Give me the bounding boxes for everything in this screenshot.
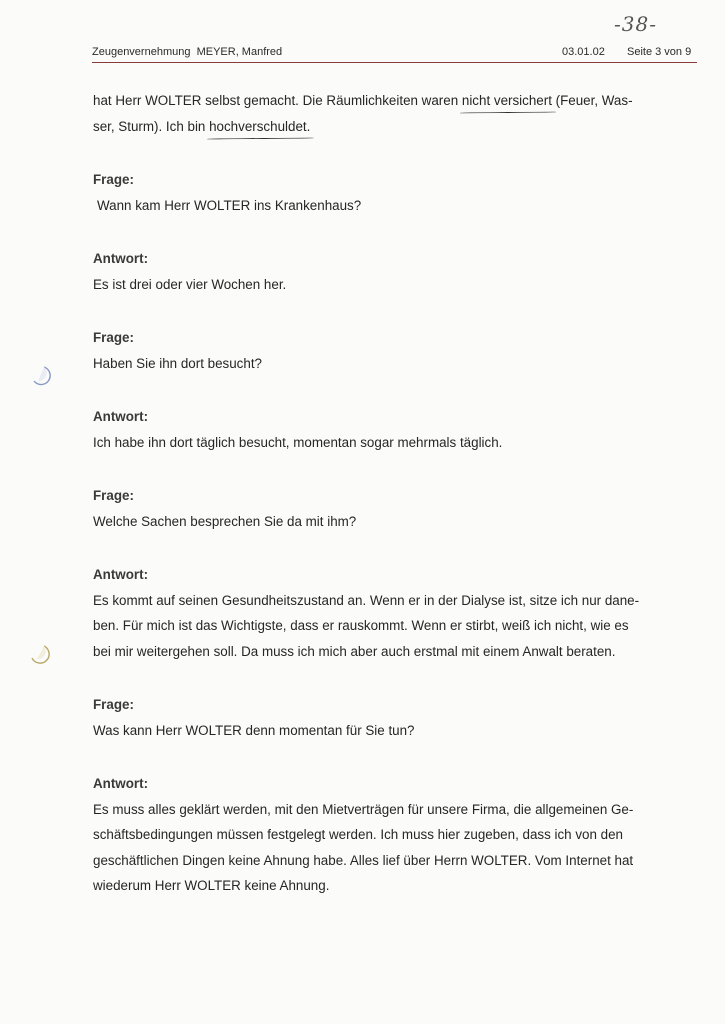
answer-text: bei mir weitergehen soll. Da muss ich mich aber auch erstmal mit einem Anwalt beraten. bbox=[93, 643, 616, 659]
question-text: Wann kam Herr WOLTER ins Krankenhaus? bbox=[97, 197, 362, 213]
question-text: Welche Sachen besprechen Sie da mit ihm? bbox=[93, 513, 357, 529]
question-label: Frage: bbox=[93, 330, 134, 345]
punch-hole-icon bbox=[28, 642, 50, 664]
header-date: 03.01.02 bbox=[562, 46, 605, 58]
underlined-phrase: hochverschuldet. bbox=[209, 118, 311, 134]
question-text: Was kann Herr WOLTER denn momentan für Sie tun? bbox=[93, 722, 415, 738]
intro-text: ser, Sturm). Ich bin bbox=[93, 118, 210, 134]
document-body bbox=[93, 88, 693, 899]
header-title: Zeugenvernehmung MEYER, Manfred bbox=[92, 46, 283, 58]
intro-text: (Feuer, Was- bbox=[551, 93, 633, 108]
answer-text: Ich habe ihn dort täglich besucht, momentan sogar mehrmals täglich. bbox=[93, 434, 503, 450]
question-label: Frage: bbox=[93, 697, 134, 712]
question-label: Frage: bbox=[93, 488, 134, 503]
underlined-phrase: nicht versichert bbox=[461, 93, 552, 108]
handwritten-page-number: -38- bbox=[614, 12, 657, 36]
answer-label: Antwort: bbox=[93, 409, 149, 424]
answer-text: geschäftlichen Dingen keine Ahnung habe. Alles lief über Herrn WOLTER. Vom Internet hat bbox=[93, 852, 634, 868]
answer-text: wiederum Herr WOLTER keine Ahnung. bbox=[93, 878, 330, 893]
qa-block bbox=[93, 483, 693, 534]
header-divider bbox=[92, 62, 697, 63]
answer-text: Es muss alles geklärt werden, mit den Mietverträgen für unsere Firma, die allgemeinen Ge- bbox=[93, 801, 634, 817]
qa-block bbox=[93, 404, 693, 455]
qa-block bbox=[93, 325, 693, 376]
answer-label: Antwort: bbox=[93, 251, 149, 266]
qa-block bbox=[93, 167, 693, 218]
question-text: Haben Sie ihn dort besucht? bbox=[93, 355, 262, 371]
qa-block bbox=[93, 771, 693, 899]
answer-label: Antwort: bbox=[93, 567, 149, 582]
question-label: Frage: bbox=[93, 172, 134, 187]
qa-block bbox=[93, 692, 693, 743]
answer-text: ben. Für mich ist das Wichtigste, dass er rauskommt. Wenn er stirbt, weiß ich nicht, wie es bbox=[93, 618, 629, 633]
answer-label: Antwort: bbox=[93, 776, 149, 791]
punch-hole-icon bbox=[30, 364, 52, 386]
answer-text: Es ist drei oder vier Wochen her. bbox=[93, 276, 287, 292]
answer-text: Es kommt auf seinen Gesundheitszustand an. Wenn er in der Dialyse ist, sitze ich nur dane- bbox=[93, 592, 640, 608]
header-page-count: Seite 3 von 9 bbox=[627, 46, 692, 58]
qa-block bbox=[93, 562, 693, 664]
qa-block bbox=[93, 246, 693, 297]
answer-text: schäftsbedingungen müssen festgelegt werden. Ich muss hier zugeben, dass ich von den bbox=[93, 827, 624, 842]
intro-paragraph bbox=[93, 88, 693, 139]
intro-text: hat Herr WOLTER selbst gemacht. Die Räumlichkeiten waren bbox=[93, 93, 462, 108]
